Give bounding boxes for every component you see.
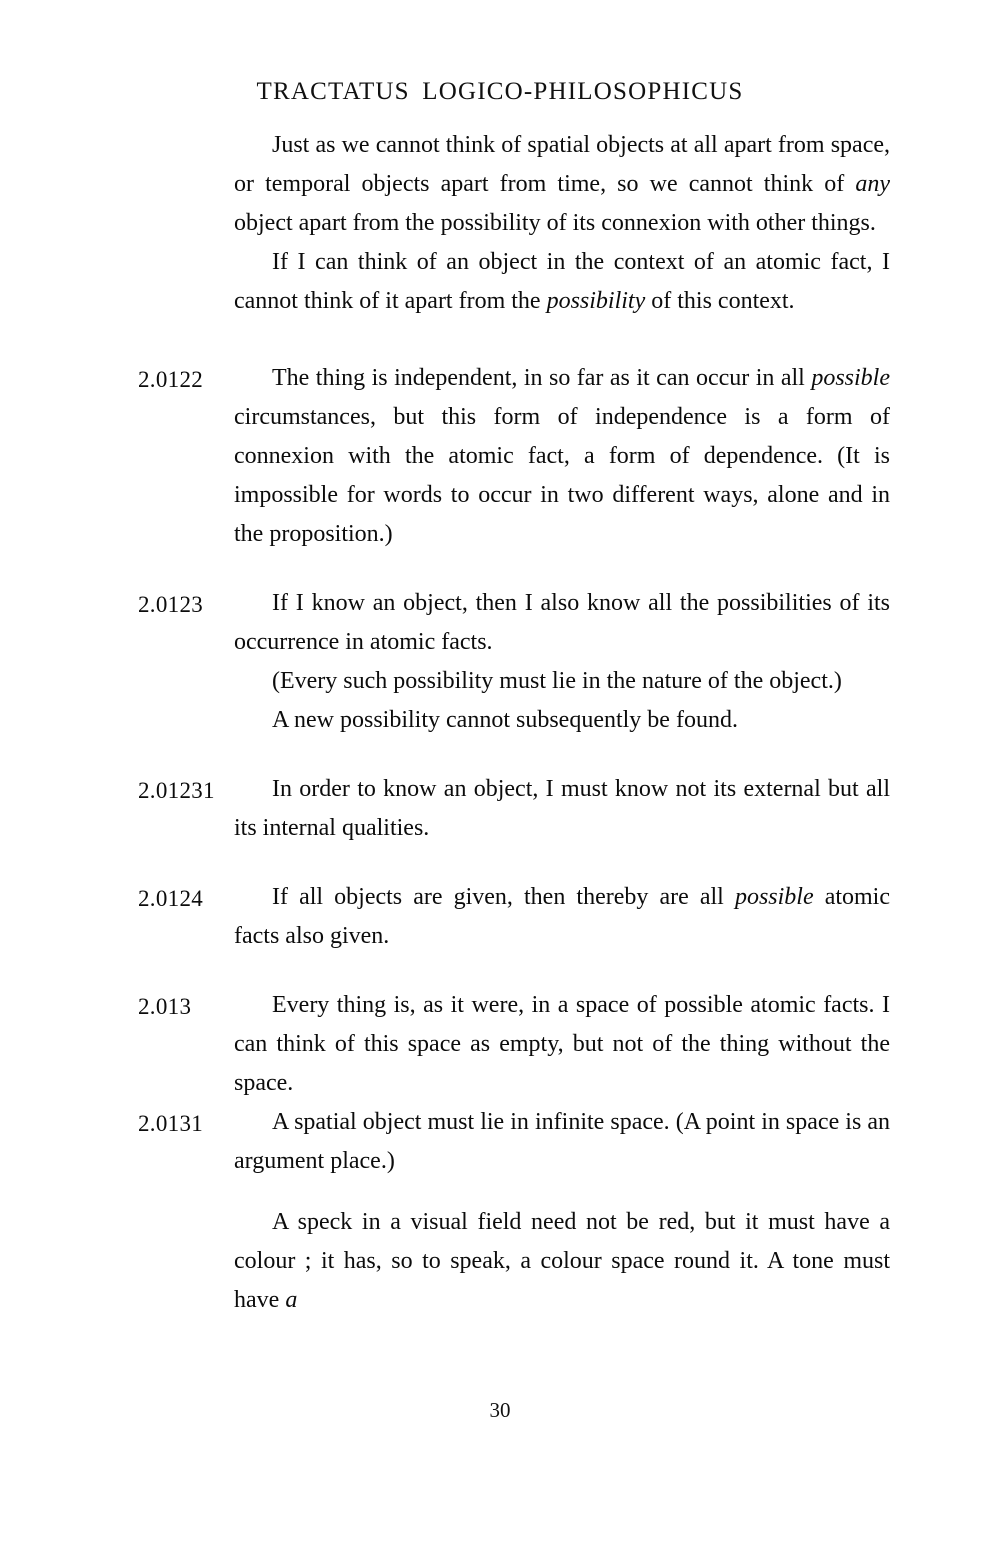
entry-text: [234, 770, 890, 848]
entry-spacer: [138, 321, 890, 359]
paragraph: [234, 359, 890, 554]
entry-text: [234, 1103, 890, 1320]
body-text-run: Just as we cannot think of spatial objects at all apart from space, or temporal objects apart from time, so we cannot think of: [234, 132, 890, 197]
paragraph: [234, 701, 890, 740]
entry-spacer: [138, 956, 890, 986]
body-text-run: If I can think of an object in the context of an atomic fact, I cannot think of it apart from the: [234, 249, 890, 314]
entry-number: 2.0123: [138, 592, 204, 617]
body-text-run: A new possibility cannot subsequently be found.: [272, 707, 738, 733]
numbered-entry: [138, 359, 890, 554]
entry-spacer: [138, 848, 890, 878]
running-head: TRACTATUS LOGICO-PHILOSOPHICUS: [256, 78, 744, 105]
numbered-entries: [138, 321, 890, 1320]
paragraph: [234, 584, 890, 662]
numbered-entry: [138, 770, 890, 848]
entry-number: 2.0124: [138, 886, 204, 911]
body-text-run: If all objects are given, then thereby are all: [272, 884, 735, 910]
body-text-run: The thing is independent, in so far as it can occur in all: [272, 365, 812, 391]
numbered-entry: [138, 986, 890, 1103]
emphasis-text: a: [285, 1287, 298, 1313]
body-text-run: A speck in a visual field need not be red, but it must have a colour ; it has, so to speak, a colour space round it. A tone must have: [234, 1209, 890, 1313]
paragraph: [234, 986, 890, 1103]
body-text-run: If I know an object, then I also know all the possibilities of its occurrence in atomic facts.: [234, 590, 890, 655]
lead-paragraph-block: [138, 126, 890, 321]
body-text-run: object apart from the possibility of its connexion with other things.: [234, 210, 876, 236]
paragraph: [234, 878, 890, 956]
emphasis-text: any: [855, 171, 890, 197]
body-text-run: In order to know an object, I must know not its external but all its internal qualities.: [234, 776, 890, 841]
paragraph: [234, 126, 890, 243]
entry-spacer: [138, 554, 890, 584]
paragraph: [234, 243, 890, 321]
body-text-run: atomic facts also given.: [234, 884, 891, 949]
entry-number: 2.013: [138, 994, 192, 1019]
paragraph: [234, 1103, 890, 1181]
entry-text: [234, 878, 890, 956]
entry-text: [234, 986, 890, 1103]
entry-text: [234, 359, 890, 554]
paragraph-spacer: [234, 1181, 890, 1203]
entry-text: [234, 584, 890, 740]
page-number: 30: [489, 1398, 511, 1422]
paragraph: [234, 662, 890, 701]
body-text-run: A spatial object must lie in infinite space. (A point in space is an argument place.): [234, 1109, 890, 1174]
entry-number: 2.0122: [138, 367, 204, 392]
body-text-run: circumstances, but this form of independence is a form of connexion with the atomic fact, a form of dependence. (It is impossible for words to occur in two different ways, alone and in the proposition.): [234, 404, 890, 547]
paragraph: [234, 770, 890, 848]
entry-number: 2.01231: [138, 778, 215, 803]
entry-spacer: [138, 740, 890, 770]
numbered-entry: [138, 878, 890, 956]
numbered-entry: [138, 1103, 890, 1320]
emphasis-text: possible: [734, 884, 814, 910]
body-text: [138, 126, 890, 1320]
entry-number: 2.0131: [138, 1111, 204, 1136]
body-text-run: (Every such possibility must lie in the nature of the object.): [272, 668, 842, 694]
emphasis-text: possible: [811, 365, 890, 391]
paragraph: [234, 1203, 890, 1320]
emphasis-text: possibility: [546, 288, 646, 314]
body-text-run: Every thing is, as it were, in a space of possible atomic facts. I can think of this space as empty, but not of the thing without the space.: [234, 992, 890, 1096]
numbered-entry: [138, 584, 890, 740]
body-text-run: of this context.: [645, 288, 795, 314]
